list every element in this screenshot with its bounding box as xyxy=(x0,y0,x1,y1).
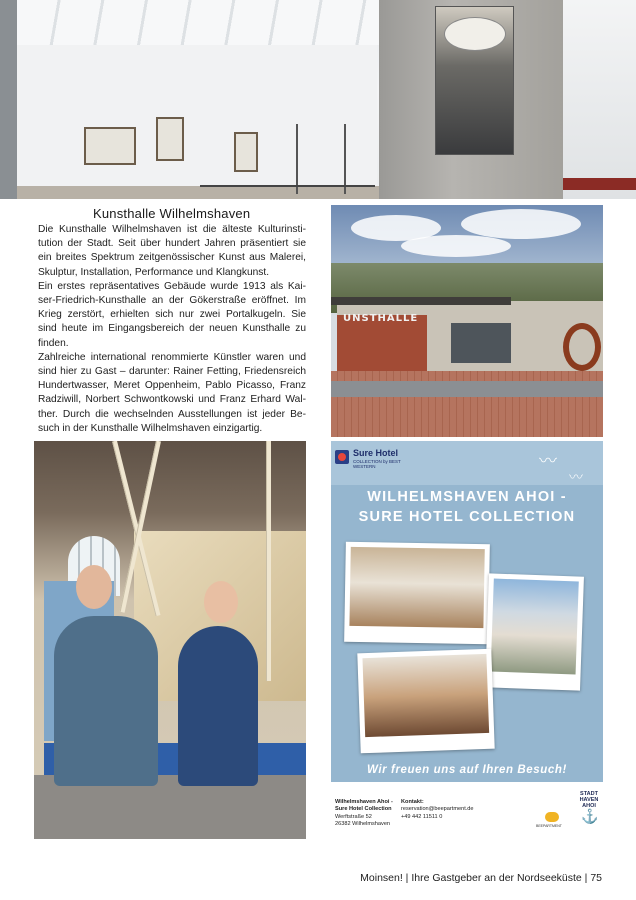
bee-icon xyxy=(545,812,559,822)
hotel-breakfast-image xyxy=(362,654,489,737)
painted-hat xyxy=(444,17,506,51)
partner-logo-label: BEEPARTMENT xyxy=(536,824,562,828)
hotel-address xyxy=(335,799,393,829)
visitors-photo xyxy=(34,441,306,839)
city-logo-line: AHOI xyxy=(582,803,596,809)
contact-phone: +49 442 11511 0 xyxy=(401,813,443,820)
building-sign: UNSTHALLE xyxy=(343,313,419,324)
anchor-icon: ⚓ xyxy=(581,808,599,824)
ad-tagline: Wir freuen uns auf Ihren Besuch! xyxy=(367,764,567,776)
gallery-wall xyxy=(17,45,377,199)
ad-headline-line1: WILHELMSHAVEN AHOI - xyxy=(367,489,567,505)
sure-hotel-advert xyxy=(331,441,603,839)
large-painting xyxy=(435,6,514,155)
framed-artwork xyxy=(156,117,184,161)
rope xyxy=(266,441,271,681)
woman-visitor xyxy=(178,626,258,786)
man-visitor xyxy=(54,616,158,786)
article-paragraph: Zahlreiche international renommierte Künstler waren und sind hier zu Gast – darunter: Rainer Fetting, Friedensreich Hundertwasser, Meret Oppenheim, Pablo Picasso, Franz Radziwill, Norbert Schwontkowski und Franz Erhard Wal-ther. Durch die wechselnden Ausstellungen ist jeder Be-such in der Kunsthalle Wilhelmshaven einzigartig. xyxy=(38,351,306,434)
city-logo xyxy=(577,791,601,809)
sure-hotel-logo-sub: COLLECTION by BEST WESTERN xyxy=(353,459,401,469)
ring-sculpture xyxy=(563,323,601,371)
footpath xyxy=(331,381,603,397)
man-head xyxy=(76,565,112,609)
kunsthalle-exterior-photo xyxy=(331,205,603,437)
article-title: Kunsthalle Wilhelmshaven xyxy=(93,206,251,221)
sure-hotel-logo-name: Sure Hotel xyxy=(353,448,399,458)
address-line: Sure Hotel Collection xyxy=(335,806,392,813)
article-paragraph: Ein erstes repräsentatives Gebäude wurde 1913 als Kai-ser-Friedrich-Kunsthalle an der Gökerstraße eröffnet. Im Krieg zerstört, erhielten sich nur zwei Portalkugeln. Sie sind heute im Eingangsbereich der neuen Kunsthalle zu finden. xyxy=(38,280,306,349)
gallery-interior-photo xyxy=(0,0,636,199)
railing-post xyxy=(296,124,298,194)
article-body xyxy=(38,223,306,436)
hotel-building-photo xyxy=(485,573,584,690)
red-stripe xyxy=(563,178,636,190)
glass-entrance xyxy=(451,323,511,363)
seagull-icon: 〰 xyxy=(539,451,557,471)
address-line: Werftstraße 52 xyxy=(335,813,372,820)
hotel-contact xyxy=(401,799,474,821)
cloud xyxy=(461,209,581,239)
contact-label: Kontakt: xyxy=(401,799,424,805)
city-logo-line: HAVEN xyxy=(579,797,599,803)
seagull-icon: 〰 xyxy=(569,469,583,485)
city-logo-line: STADT xyxy=(580,791,598,797)
woman-head xyxy=(204,581,238,623)
concrete-wall xyxy=(0,0,17,199)
hotel-room-photo xyxy=(344,542,490,644)
hotel-room-image xyxy=(349,547,484,628)
framed-artwork xyxy=(234,132,258,172)
ad-headline xyxy=(331,487,603,527)
contact-email: reservation@beepartment.de xyxy=(401,806,474,813)
ad-headline-line2: SURE HOTEL COLLECTION xyxy=(358,509,576,525)
address-line: 26382 Wilhelmshaven xyxy=(335,821,391,828)
roofline xyxy=(331,297,511,305)
framed-artwork xyxy=(84,127,136,165)
sure-hotel-logo-icon xyxy=(335,450,349,464)
article-paragraph: Die Kunsthalle Wilhelmshaven ist die älteste Kulturinsti-tution der Stadt. Seit über hundert Jahren präsentiert sie ein breites Spektrum zeitgenössischer Kunst aus Malerei, Skulptur, Installation, Performance und Klangkunst. xyxy=(38,224,306,278)
hotel-building-image xyxy=(491,579,579,675)
page-footer: Moinsen! | Ihre Gastgeber an der Nordseeküste | 75 xyxy=(360,872,602,884)
railing xyxy=(200,185,375,187)
upper-gallery xyxy=(563,0,636,199)
railing-post xyxy=(344,124,346,194)
address-line: Wilhelmshaven Ahoi - xyxy=(335,799,393,805)
hotel-breakfast-photo xyxy=(357,649,494,754)
cloud xyxy=(401,235,511,257)
